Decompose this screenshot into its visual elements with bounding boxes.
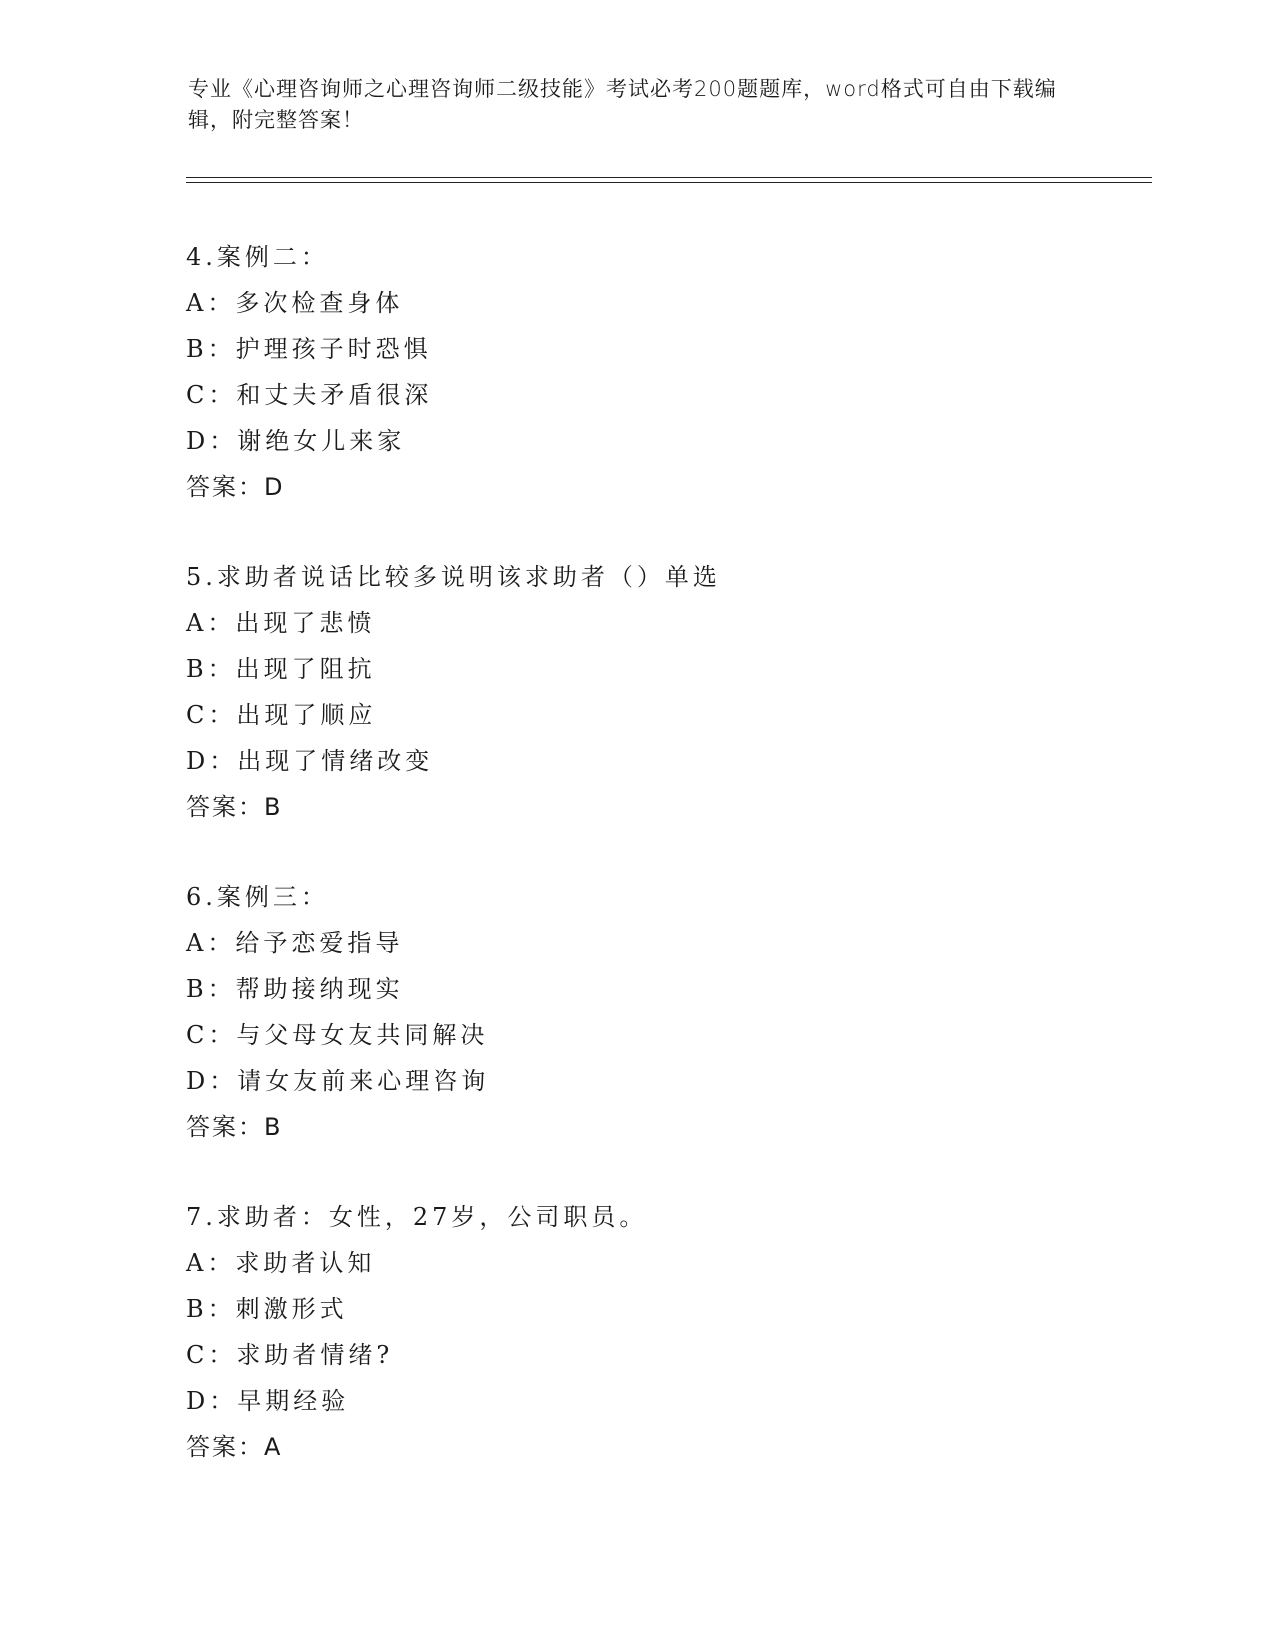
option-b: B：帮助接纳现实 bbox=[186, 975, 404, 1003]
answer-line: 答案：A bbox=[186, 1433, 283, 1461]
document-header: 专业《心理咨询师之心理咨询师二级技能》考试必考200题题库，word格式可自由下载编辑，附完整答案！ bbox=[188, 77, 1057, 132]
question-block-7 bbox=[186, 1194, 1146, 1470]
question-block-6 bbox=[186, 874, 1146, 1150]
question-stem: 5.求助者说话比较多说明该求助者（）单选 bbox=[186, 563, 721, 591]
option-c: C：和丈夫矛盾很深 bbox=[186, 381, 433, 409]
option-d: D：出现了情绪改变 bbox=[186, 747, 434, 775]
answer-line: 答案：D bbox=[186, 473, 285, 501]
option-d: D：谢绝女儿来家 bbox=[186, 427, 406, 455]
option-a: A：出现了悲愤 bbox=[186, 609, 376, 637]
option-b: B：出现了阻抗 bbox=[186, 655, 376, 683]
question-stem: 6.案例三： bbox=[186, 883, 329, 911]
question-stem: 4.案例二： bbox=[186, 243, 329, 271]
answer-line: 答案：B bbox=[186, 1113, 283, 1141]
option-a: A：多次检查身体 bbox=[186, 289, 404, 317]
question-block-5 bbox=[186, 554, 1146, 830]
option-c: C：出现了顺应 bbox=[186, 701, 377, 729]
option-c: C：与父母女友共同解决 bbox=[186, 1021, 489, 1049]
answer-line: 答案：B bbox=[186, 793, 283, 821]
header-divider-bottom bbox=[186, 182, 1152, 183]
option-a: A：求助者认知 bbox=[186, 1249, 376, 1277]
option-b: B：刺激形式 bbox=[186, 1295, 348, 1323]
option-a: A：给予恋爱指导 bbox=[186, 929, 404, 957]
question-stem: 7.求助者：女性，27岁，公司职员。 bbox=[186, 1203, 648, 1231]
question-block-4 bbox=[186, 234, 1146, 510]
option-d: D：早期经验 bbox=[186, 1387, 350, 1415]
option-c: C：求助者情绪? bbox=[186, 1341, 394, 1369]
option-d: D：请女友前来心理咨询 bbox=[186, 1067, 490, 1095]
option-b: B：护理孩子时恐惧 bbox=[186, 335, 432, 363]
header-divider-top bbox=[186, 177, 1152, 178]
